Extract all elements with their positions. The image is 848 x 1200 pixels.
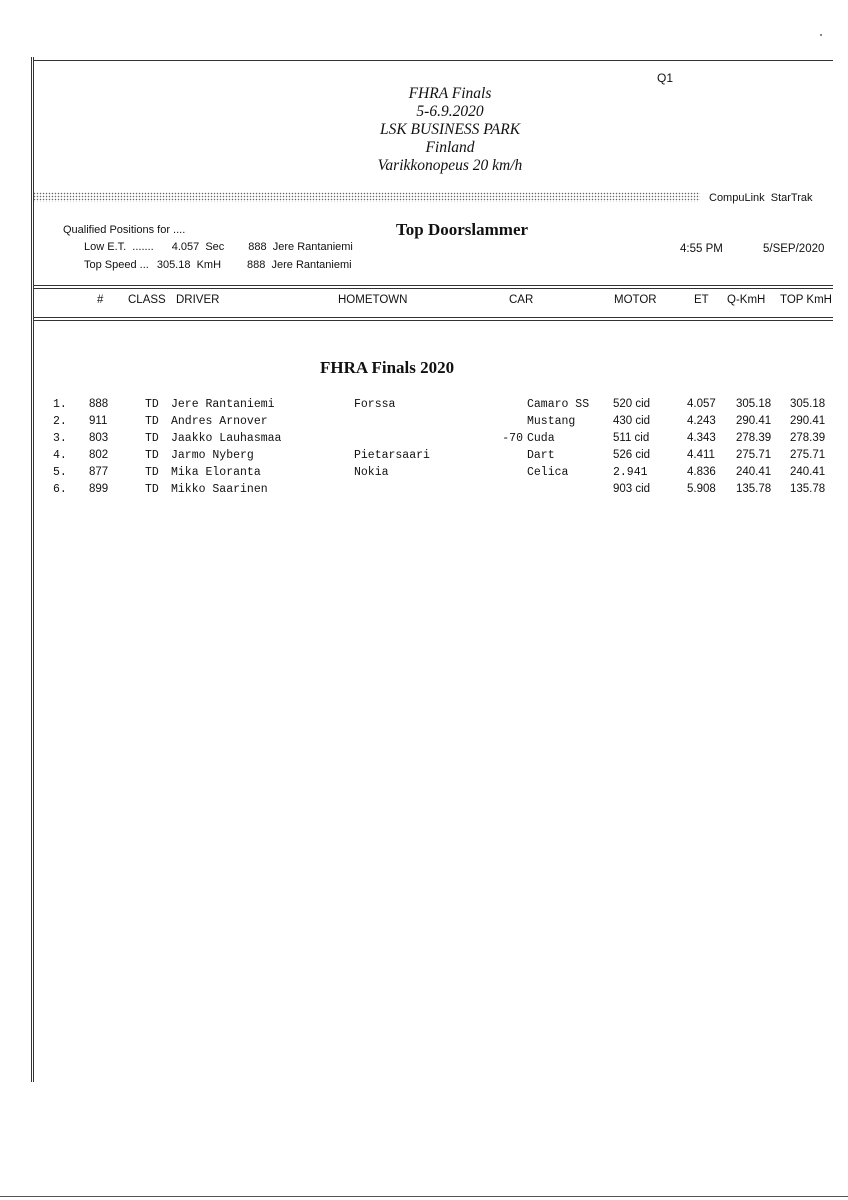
- row-class: TD: [145, 398, 159, 411]
- row-et: 4.343: [687, 432, 716, 444]
- row-class: TD: [145, 449, 159, 462]
- low-et-car: 888 Jere Rantaniemi: [248, 241, 353, 253]
- row-qkmh: 275.71: [736, 449, 772, 461]
- header-rule-bottom-1: [33, 317, 833, 318]
- row-hometown: Forssa: [354, 398, 396, 411]
- row-qkmh: 135.78: [736, 483, 772, 495]
- row-driver: Jere Rantaniemi: [171, 398, 275, 411]
- row-topkmh: 275.71: [790, 449, 826, 461]
- qualified-heading: Qualified Positions for ....: [63, 224, 186, 236]
- row-class: TD: [145, 415, 159, 428]
- row-motor: 520 cid: [613, 398, 651, 410]
- event-venue: LSK BUSINESS PARK: [379, 121, 521, 138]
- col-et-header: ET: [694, 294, 709, 306]
- row-position: 2.: [53, 415, 67, 428]
- row-et: 4.836: [687, 466, 716, 478]
- row-car-year: -70: [502, 432, 523, 445]
- row-car: Dart: [527, 449, 555, 462]
- col-hometown-header: HOMETOWN: [338, 294, 408, 306]
- row-motor: 430 cid: [613, 415, 651, 427]
- session-label: Q1: [657, 71, 674, 85]
- row-et: 4.057: [687, 398, 716, 410]
- row-driver: Jarmo Nyberg: [171, 449, 254, 462]
- row-qkmh: 278.39: [736, 432, 772, 444]
- row-car-number: 802: [89, 449, 109, 461]
- row-driver: Andres Arnover: [171, 415, 268, 428]
- header-rule-bottom-2: [33, 320, 833, 321]
- row-car: Mustang: [527, 415, 576, 428]
- row-topkmh: 278.39: [790, 432, 826, 444]
- header-rule-top-2: [33, 288, 833, 289]
- col-motor-header: MOTOR: [614, 294, 657, 306]
- page-bottom-line: [0, 1196, 848, 1197]
- event-pit-speed: Varikkonopeus 20 km/h: [377, 157, 523, 174]
- report-date: 5/SEP/2020: [763, 243, 825, 255]
- row-car-number: 899: [89, 483, 109, 495]
- event-dates: 5-6.9.2020: [416, 103, 484, 120]
- col-topkmh-header: TOP KmH: [780, 294, 832, 306]
- row-topkmh: 290.41: [790, 415, 826, 427]
- frame-top-border: [33, 60, 833, 61]
- row-motor: 511 cid: [613, 432, 650, 444]
- row-driver: Mikko Saarinen: [171, 483, 268, 496]
- row-position: 5.: [53, 466, 67, 479]
- row-class: TD: [145, 466, 159, 479]
- row-position: 3.: [53, 432, 67, 445]
- class-title: Top Doorslammer: [396, 220, 529, 239]
- row-motor: 2.941: [613, 466, 648, 479]
- col-class-header: CLASS: [128, 294, 166, 306]
- top-speed-label: Top Speed ...: [84, 259, 149, 271]
- low-et-value: 4.057 Sec: [171, 241, 225, 253]
- row-car-number: 888: [89, 398, 109, 410]
- row-car-number: 877: [89, 466, 109, 478]
- row-et: 4.243: [687, 415, 716, 427]
- low-et-line: [84, 241, 353, 253]
- frame-left-border: [31, 57, 34, 1082]
- report-time: 4:55 PM: [680, 243, 723, 255]
- row-class: TD: [145, 483, 159, 496]
- row-hometown: Pietarsaari: [354, 449, 430, 462]
- low-et-label: Low E.T. .......: [84, 241, 154, 253]
- col-qkmh-header: Q-KmH: [727, 294, 766, 306]
- row-car-number: 803: [89, 432, 109, 444]
- row-car-number: 911: [89, 415, 108, 427]
- dotted-separator: [33, 192, 700, 202]
- event-country: Finland: [425, 139, 475, 156]
- col-car-header: CAR: [509, 294, 534, 306]
- top-speed-line: [84, 259, 352, 271]
- results-section-title: FHRA Finals 2020: [320, 358, 455, 377]
- header-rule-top-1: [33, 285, 833, 286]
- row-motor: 526 cid: [613, 449, 651, 461]
- row-qkmh: 305.18: [736, 398, 772, 410]
- row-hometown: Nokia: [354, 466, 389, 479]
- event-title-block: [300, 85, 600, 175]
- col-num-header: #: [97, 294, 104, 306]
- row-position: 4.: [53, 449, 67, 462]
- row-driver: Jaakko Lauhasmaa: [171, 432, 282, 445]
- row-driver: Mika Eloranta: [171, 466, 261, 479]
- top-speed-car: 888 Jere Rantaniemi: [247, 259, 352, 271]
- event-title: FHRA Finals: [408, 85, 492, 102]
- top-speed-value: 305.18 KmH: [156, 259, 222, 271]
- scan-speck: [820, 34, 822, 36]
- row-topkmh: 305.18: [790, 398, 826, 410]
- row-topkmh: 240.41: [790, 466, 826, 478]
- system-label: CompuLink StarTrak: [709, 192, 813, 204]
- row-qkmh: 240.41: [736, 466, 772, 478]
- row-qkmh: 290.41: [736, 415, 772, 427]
- row-et: 5.908: [687, 483, 716, 495]
- row-car: Celica: [527, 466, 569, 479]
- col-driver-header: DRIVER: [176, 294, 220, 306]
- row-position: 6.: [53, 483, 67, 496]
- row-motor: 903 cid: [613, 483, 651, 495]
- row-car: Cuda: [527, 432, 555, 445]
- row-position: 1.: [53, 398, 67, 411]
- row-et: 4.411: [687, 449, 715, 461]
- row-car: Camaro SS: [527, 398, 590, 411]
- row-topkmh: 135.78: [790, 483, 826, 495]
- row-class: TD: [145, 432, 159, 445]
